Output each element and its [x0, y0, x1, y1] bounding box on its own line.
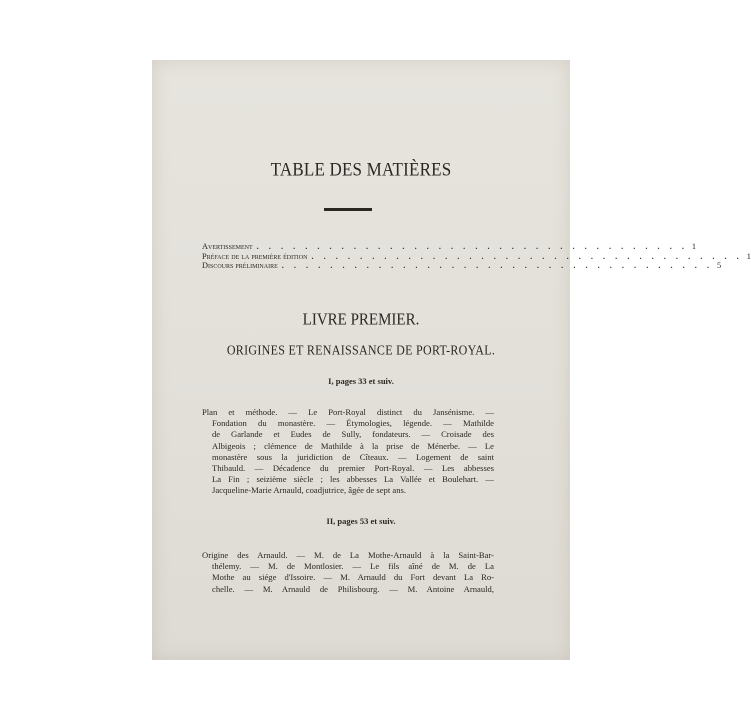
book-page: [152, 60, 751, 660]
summary-line: de Garlande et Eudes de Sully, fondateurs. — Croisade des: [212, 429, 494, 440]
summary-line: Fondation du monastère. — Étymologies, légende. — Mathilde: [212, 418, 494, 429]
book-heading: LIVRE PREMIER.: [302, 311, 420, 329]
summary-line: Thibauld. — Décadence du premier Port-Royal. — Les abbesses: [212, 462, 494, 473]
toc-label: Préface de la première édition: [202, 251, 308, 261]
toc-leader-dots: . . . . . . . . . . . . . . . . . . . . . . . . . . . . . . . . . . . .: [311, 251, 743, 261]
toc-page-number: 1: [691, 242, 697, 251]
table-of-contents: [202, 242, 751, 271]
toc-label: Avertissement: [202, 242, 253, 251]
summary-line: Albigeois ; clémence de Mathilde à la prise de Ménerbe. — Le: [212, 440, 494, 451]
title-rule: [324, 208, 372, 211]
toc-leader-dots: . . . . . . . . . . . . . . . . . . . . . . . . . . . . . . . . . . . .: [281, 261, 714, 270]
summary-line: thélemy. — M. de Montlosier. — Le fils aîné de M. de La: [212, 561, 494, 572]
toc-page-number: 1: [746, 251, 751, 261]
toc-entry: [202, 261, 722, 271]
summary-line: chelle. — M. Arnauld de Philisbourg. — M. Antoine Arnauld,: [212, 583, 494, 594]
summary-line: La Fin ; seizième siècle ; les abbesses La Vallée et Boulehart. —: [212, 474, 494, 485]
toc-entry: [202, 242, 697, 252]
summary-line: monastère sous la juridiction de Cîteaux. — Logement de saint: [212, 451, 494, 462]
toc-entry: [202, 251, 751, 262]
toc-page-number: 5: [717, 261, 722, 270]
section-summary: [202, 550, 494, 595]
page-title: TABLE DES MATIÈRES: [270, 158, 452, 181]
toc-leader-dots: . . . . . . . . . . . . . . . . . . . . . . . . . . . . . . . . . . . .: [256, 242, 688, 251]
book-subheading: ORIGINES ET RENAISSANCE DE PORT-ROYAL.: [226, 342, 496, 358]
toc-label: Discours préliminaire: [202, 261, 278, 270]
summary-line: Plan et méthode. — Le Port-Royal distinct du Jansénisme. —: [202, 407, 494, 417]
section-reference: II, pages 53 et suiv.: [326, 516, 396, 526]
section-reference: I, pages 33 et suiv.: [328, 376, 394, 386]
summary-line: Origine des Arnauld. — M. de La Mothe-Arnauld à la Saint-Bar-: [202, 550, 494, 560]
section-summary: [202, 407, 494, 497]
summary-line: Mothe au siége d'Issoire. — M. Arnauld du Fort devant La Ro-: [212, 572, 494, 583]
summary-line: Jacqueline-Marie Arnauld, coadjutrice, âgée de sept ans.: [212, 485, 406, 496]
